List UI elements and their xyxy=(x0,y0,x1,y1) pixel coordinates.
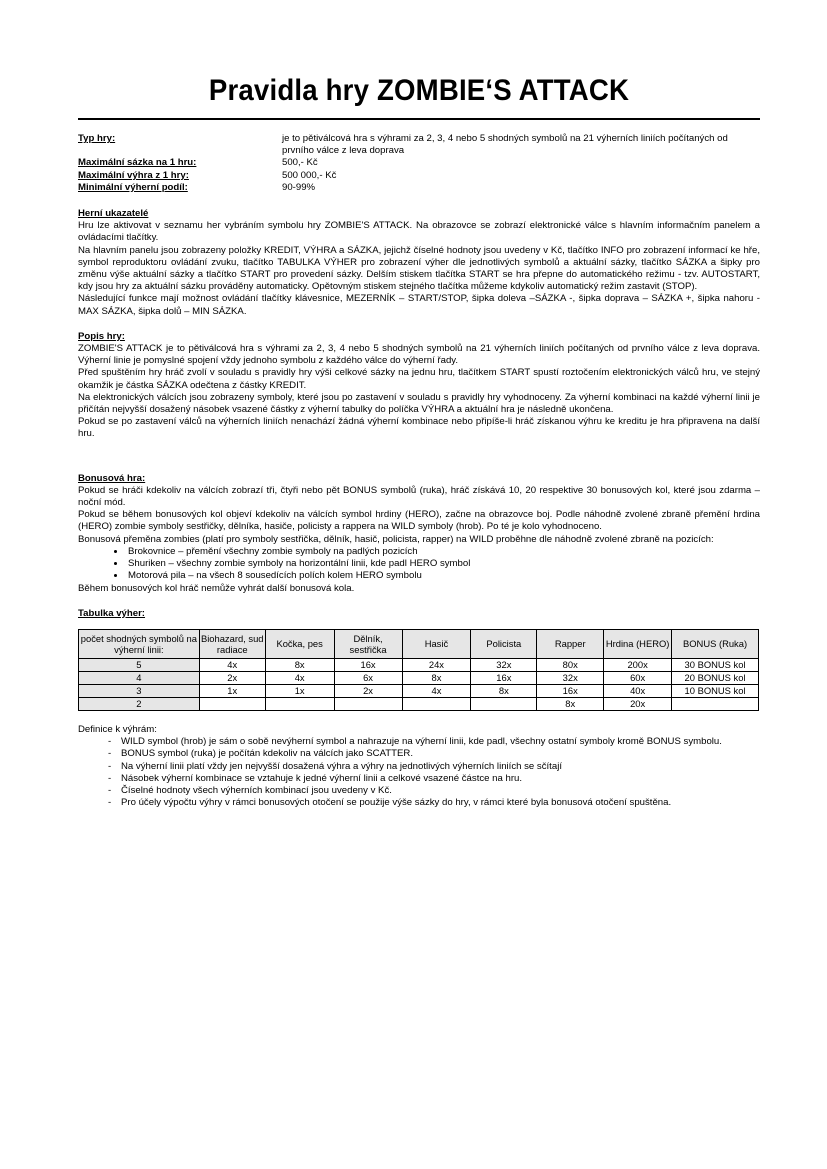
table-cell: 10 BONUS kol xyxy=(672,684,759,697)
paragraph: Pokud se během bonusových kol objeví kdekoliv na válcích symbol hrdiny (HERO), začne na obrazovce boj. Podle náhodně zvolené zbraně přemění hrdina (HERO) zombie symboly sestřičky, dělníka, hasiče, policisty a rappera na WILD symboly (hrob). Po té je kolo vyhodnoceno. xyxy=(78,509,760,533)
table-cell: 32x xyxy=(537,671,604,684)
table-cell: 40x xyxy=(604,684,672,697)
section-indicators xyxy=(78,208,760,318)
section-heading: Tabulka výher: xyxy=(78,607,146,619)
game-meta xyxy=(78,133,760,194)
table-cell: 1x xyxy=(265,684,334,697)
section-heading: Definice k výhrám: xyxy=(78,723,157,735)
section-paytable xyxy=(78,608,760,711)
table-cell: 5 xyxy=(79,658,200,671)
table-cell: 16x xyxy=(471,671,537,684)
list-item: • Shuriken – všechny zombie symboly na horizontální linii, kde padl HERO symbol xyxy=(126,558,760,570)
list-item: • Brokovnice – přemění všechny zombie symboly na padlých pozicích xyxy=(126,546,760,558)
meta-row-type xyxy=(78,133,760,157)
table-row xyxy=(79,684,759,697)
meta-label: Maximální výhra z 1 hry: xyxy=(78,169,189,181)
column-header: Policista xyxy=(471,629,537,658)
table-cell: 24x xyxy=(402,658,471,671)
paragraph: ZOMBIE'S ATTACK je to pětiválcová hra s výhrami za 2, 3, 4 nebo 5 shodných symbolů na 21 výherních liniích počítaných od prvního válce z leva doprava. Výherní linie je pomyslné spojení vždy jednoho symbolu z každého válce do výherní řady. xyxy=(78,343,760,367)
column-header: počet shodných symbolů na výherní linii: xyxy=(79,629,200,658)
meta-value: 500,- Kč xyxy=(282,157,318,169)
weapon-list xyxy=(78,546,760,583)
column-header: Kočka, pes xyxy=(265,629,334,658)
table-cell: 2x xyxy=(199,671,265,684)
meta-value: 90-99% xyxy=(282,181,316,193)
table-row xyxy=(79,697,759,710)
table-cell: 16x xyxy=(537,684,604,697)
list-item: - Číselné hodnoty všech výherních kombinací jsou uvedeny v Kč. xyxy=(108,785,760,797)
paragraph: Následující funkce mají možnost ovládání tlačítky klávesnice, MEZERNÍK – START/STOP, šipka doleva –SÁZKA -, šipka doprava – SÁZKA +, šipka nahoru - MAX SÁZKA, šipka dolů – MIN SÁZKA. xyxy=(78,293,760,317)
paragraph: Pokud se hráči kdekoliv na válcích zobrazí tři, čtyři nebo pět BONUS symbolů (ruka), hráč získává 10, 20 respektive 30 bonusových kol, které jsou zdarma – noční mód. xyxy=(78,484,760,509)
paragraph: Pokud se po zastavení válců na výherních liniích nenachází žádná výherní kombinace nebo připíše-li hráč získanou výhru ke kreditu je hra připravena na další hru. xyxy=(78,416,760,440)
table-cell: 8x xyxy=(471,684,537,697)
column-header: Rapper xyxy=(537,629,604,658)
paragraph: Během bonusových kol hráč nemůže vyhrát další bonusová kola. xyxy=(78,582,355,594)
section-heading: Popis hry: xyxy=(78,330,125,342)
table-cell: 32x xyxy=(471,658,537,671)
paragraph: Bonusová přeměna zombies (platí pro symboly sestřička, dělník, hasič, policista, rapper) na WILD proběhne dle náhodně zvolené zbraně na pozicích: xyxy=(78,533,714,545)
table-cell: 1x xyxy=(199,684,265,697)
table-cell: 2x xyxy=(334,684,402,697)
list-item: • Motorová pila – na všech 8 sousedících polích kolem HERO symbolu xyxy=(126,570,760,582)
title-rule xyxy=(78,118,760,120)
table-cell: 16x xyxy=(334,658,402,671)
column-header: BONUS (Ruka) xyxy=(672,629,759,658)
table-cell: 8x xyxy=(402,671,471,684)
list-item: - Na výherní linii platí vždy jen nejvyšší dosažená výhra a výhry na jednotlivých výherních liniích se sčítají xyxy=(108,761,760,773)
paytable xyxy=(78,629,759,711)
section-description xyxy=(78,331,760,441)
table-cell xyxy=(672,697,759,710)
table-cell: 200x xyxy=(604,658,672,671)
document-page xyxy=(78,0,760,809)
table-cell: 20 BONUS kol xyxy=(672,671,759,684)
table-row xyxy=(79,671,759,684)
meta-label: Minimální výherní podíl: xyxy=(78,181,188,193)
table-cell xyxy=(334,697,402,710)
table-cell xyxy=(265,697,334,710)
section-heading: Bonusová hra: xyxy=(78,472,146,484)
section-bonus xyxy=(78,473,760,595)
column-header: Dělník, sestřička xyxy=(334,629,402,658)
paragraph: Hru lze aktivovat v seznamu her vybráním symbolu hry ZOMBIE'S ATTACK. Na obrazovce se zobrazí elektronické válce s hlavním informačním panelem a ovládacími tlačítky. xyxy=(78,220,760,244)
column-header: Biohazard, sud radiace xyxy=(199,629,265,658)
page-title: Pravidla hry ZOMBIE‘S ATTACK xyxy=(208,74,630,107)
column-header: Hasič xyxy=(402,629,471,658)
list-item: - Pro účely výpočtu výhry v rámci bonusových otočení se použije výše sázky do hry, v rámci které byla bonusová otočení spuštěna. xyxy=(108,797,760,809)
table-cell: 8x xyxy=(265,658,334,671)
table-cell: 20x xyxy=(604,697,672,710)
table-cell: 30 BONUS kol xyxy=(672,658,759,671)
table-cell: 4x xyxy=(402,684,471,697)
meta-label: Typ hry: xyxy=(78,133,116,144)
paragraph: Před spuštěním hry hráč zvolí v souladu s pravidly hry výši celkové sázky na jednu hru, tlačítkem START spustí roztočením elektronických válců hru, ve stejný okamžik je částka SÁZKA odečtena z částky KREDIT. xyxy=(78,367,760,391)
meta-row-rtp xyxy=(78,182,760,194)
meta-row-max-win xyxy=(78,170,760,182)
definitions-list xyxy=(78,736,760,809)
table-cell: 4x xyxy=(199,658,265,671)
table-cell: 60x xyxy=(604,671,672,684)
list-item: - BONUS symbol (ruka) je počítán kdekoliv na válcích jako SCATTER. xyxy=(108,748,760,760)
table-cell: 4x xyxy=(265,671,334,684)
table-cell: 3 xyxy=(79,684,200,697)
list-item: - Násobek výherní kombinace se vztahuje k jedné výherní linii a celkové vsazené částce na hru. xyxy=(108,773,760,785)
table-cell: 8x xyxy=(537,697,604,710)
table-cell xyxy=(199,697,265,710)
paragraph: Na hlavním panelu jsou zobrazeny položky KREDIT, VÝHRA a SÁZKA, jejichž číselné hodnoty jsou uvedeny v Kč, tlačítko INFO pro zobrazení informací ke hře, symbol reproduktoru ovládání zvuku, tlačítko TABULKA VÝHER pro zobrazení výher dle jednotlivých symbolů a aktuální sázky, tlačítko SÁZKA a šipky pro změnu výše aktuální sázky a tlačítko START pro provedení sázky. Delším stiskem tlačítka START se hra přepne do automatického režimu - tzv. AUTOSTART, kdy jsou hry za aktuální sázku prováděny automaticky. Opětovným stiskem stejného tlačítka můžeme kdykoliv automatický režim zastavit (STOP). xyxy=(78,244,760,293)
list-item: - WILD symbol (hrob) je sám o sobě nevýherní symbol a nahrazuje na výherní linii, kde padl, všechny ostatní symboly kromě BONUS symbolu. xyxy=(108,736,760,748)
table-cell: 2 xyxy=(79,697,200,710)
meta-value: 500 000,- Kč xyxy=(282,169,337,181)
meta-value: je to pětiválcová hra s výhrami za 2, 3, 4 nebo 5 shodných symbolů na 21 výherních liniích počítaných od prvního válce z leva doprava xyxy=(282,133,728,157)
table-cell xyxy=(471,697,537,710)
table-row xyxy=(79,658,759,671)
table-cell: 80x xyxy=(537,658,604,671)
table-header-row xyxy=(79,629,759,658)
column-header: Hrdina (HERO) xyxy=(604,629,672,658)
meta-label: Maximální sázka na 1 hru: xyxy=(78,157,197,169)
meta-row-max-bet xyxy=(78,157,760,169)
table-cell xyxy=(402,697,471,710)
section-heading: Herní ukazatelé xyxy=(78,208,149,220)
table-cell: 4 xyxy=(79,671,200,684)
table-cell: 6x xyxy=(334,671,402,684)
paragraph: Na elektronických válcích jsou zobrazeny symboly, které jsou po zastavení v souladu s pravidly hry vyhodnoceny. Za výherní kombinaci na každé výherní linii je přičítán nejvyšší dosažený násobek vsazené částky z výherní tabulky do políčka VÝHRA a aktuální hra je následně ukončena. xyxy=(78,391,760,416)
section-definitions xyxy=(78,724,760,809)
